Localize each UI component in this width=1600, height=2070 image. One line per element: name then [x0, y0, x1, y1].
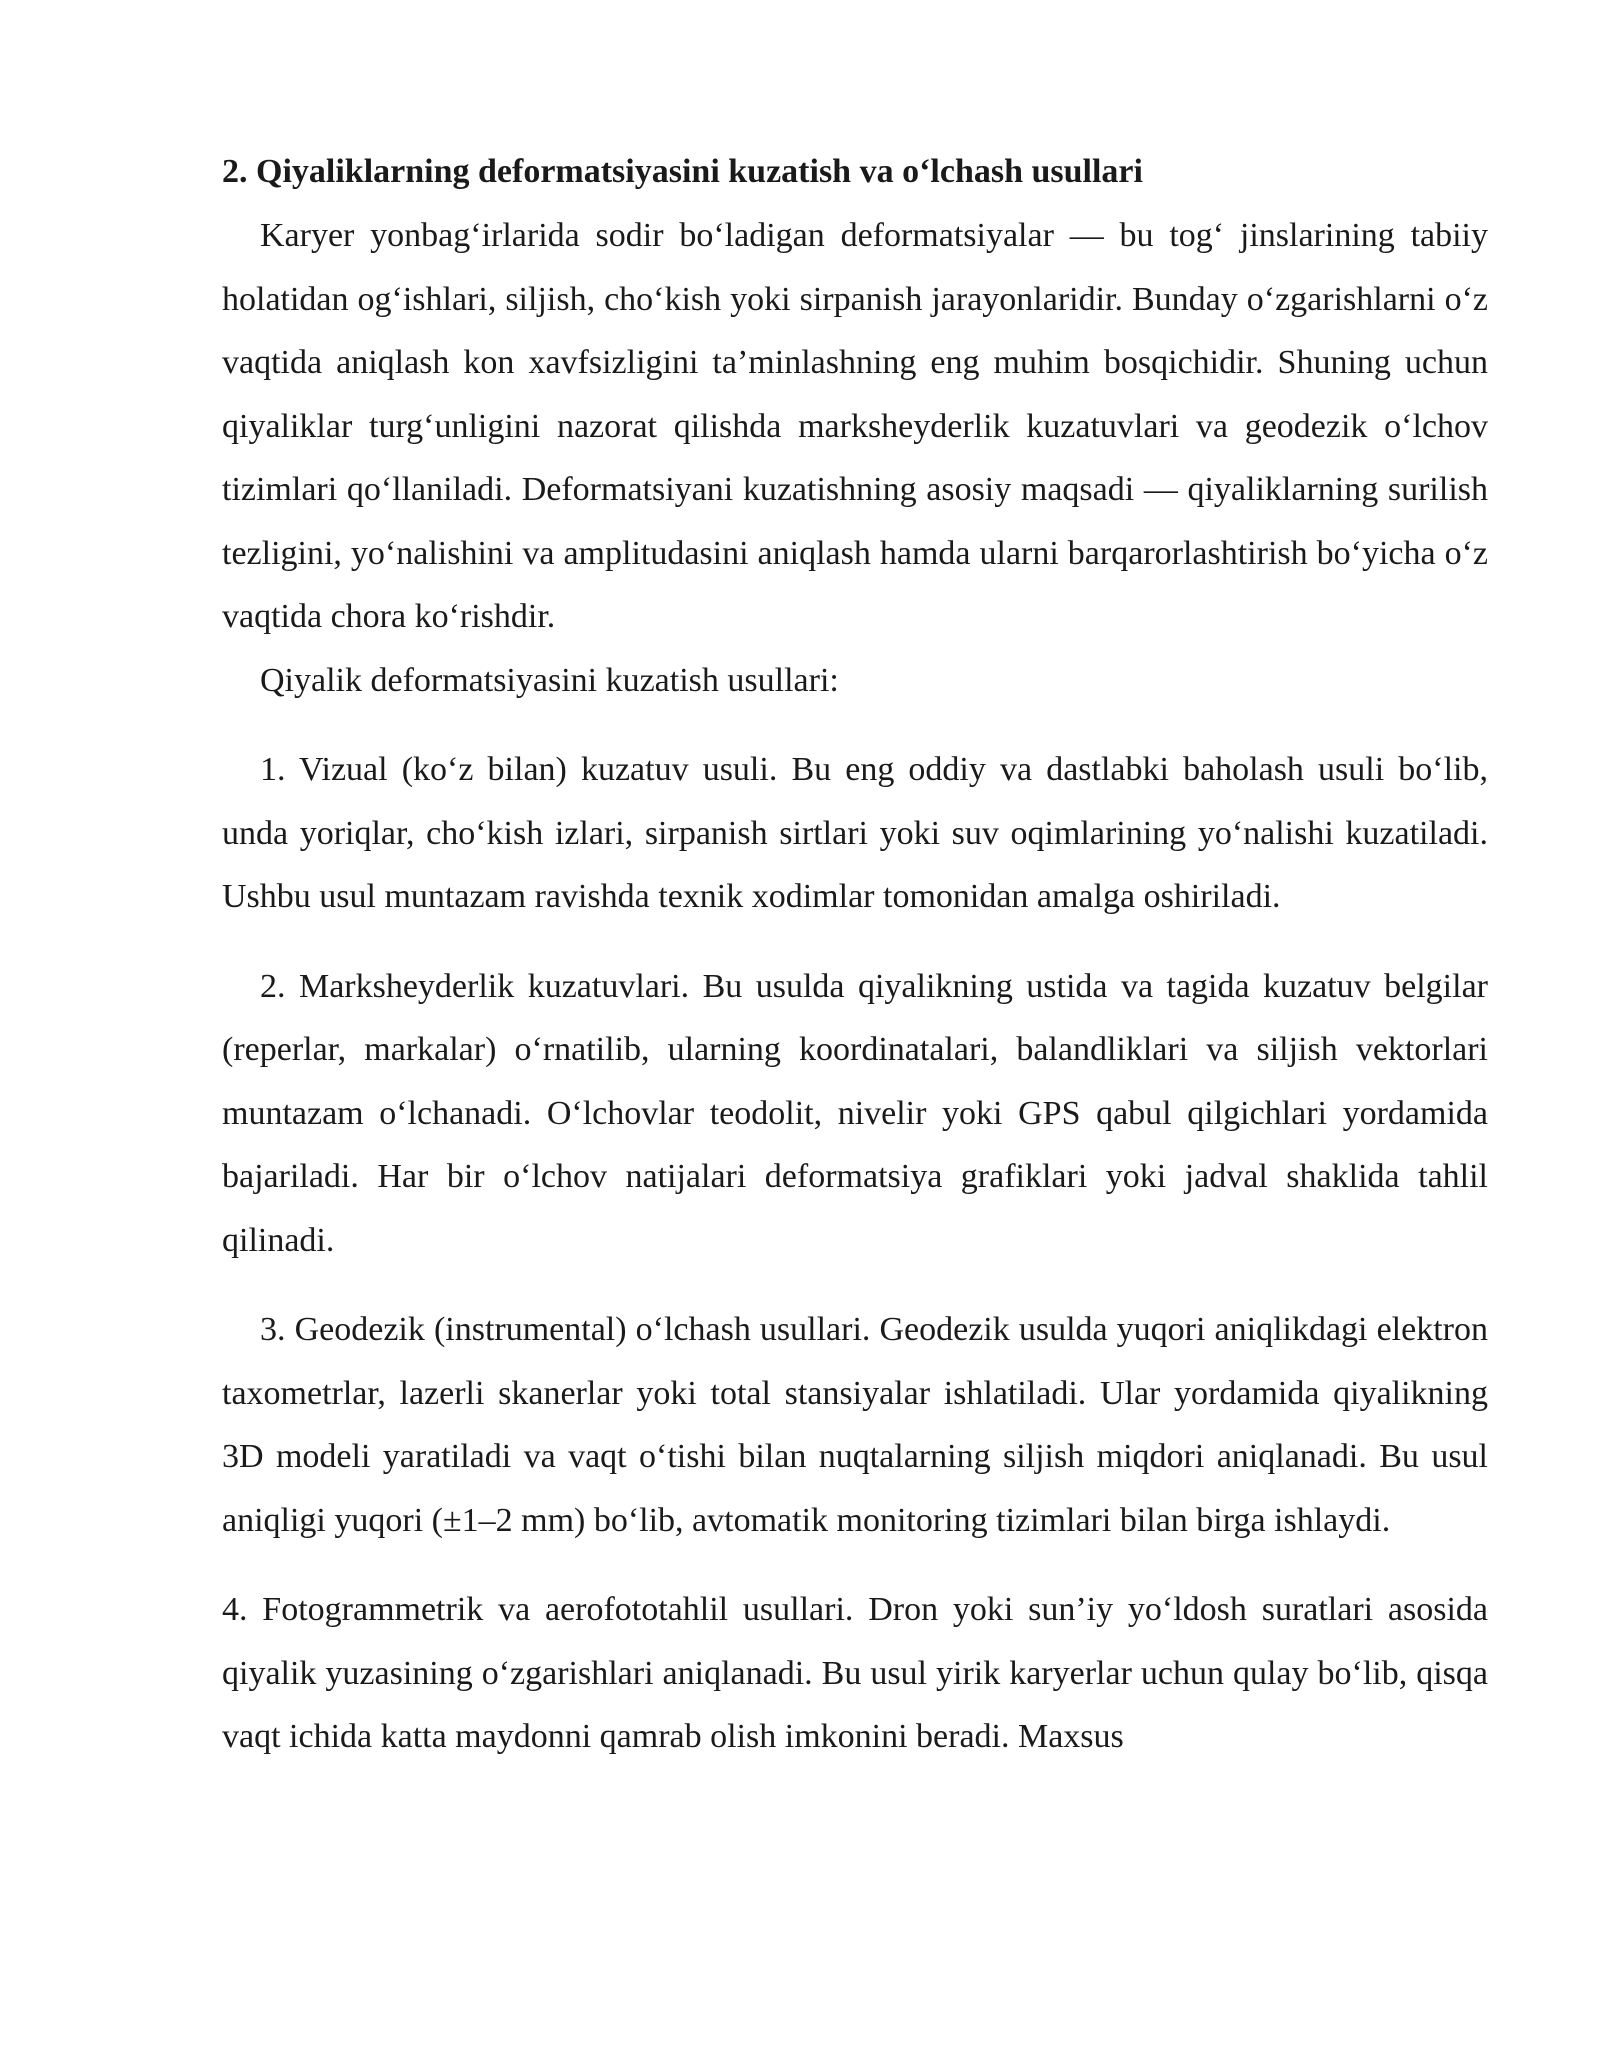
- method-item-geodetic: 3. Geodezik (instrumental) o‘lchash usullari. Geodezik usulda yuqori aniqlikdagi elektron taxometrlar, lazerli skanerlar yoki total stansiyalar ishlatiladi. Ular yordamida qiyalikning 3D modeli yaratiladi va vaqt o‘tishi bilan nuqtalarning siljish miqdori aniqlanadi. Bu usul aniqligi yuqori (±1–2 mm) bo‘lib, avtomatik monitoring tizimlari bilan birga ishlaydi.: [222, 1311, 1488, 1539]
- section-heading: 2. Qiyaliklarning deformatsiyasini kuzatish va o‘lchash usullari: [222, 153, 1143, 190]
- method-item-photogrammetric: 4. Fotogrammetrik va aerofototahlil usullari. Dron yoki sun’iy yo‘ldosh suratlari asosida qiyalik yuzasining o‘zgarishlari aniqlanadi. Bu usul yirik karyerlar uchun qulay bo‘lib, qisqa vaqt ichida katta maydonni qamrab olish imkonini beradi. Maxsus: [222, 1591, 1488, 1755]
- document-page: [222, 146, 1488, 1769]
- method-item-visual: 1. Vizual (ko‘z bilan) kuzatuv usuli. Bu eng oddiy va dastlabki baholash usuli bo‘lib, unda yoriqlar, cho‘kish izlari, sirpanish sirtlari yoki suv oqimlarining yo‘nalishi kuzatiladi. Ushbu usul muntazam ravishda texnik xodimlar tomonidan amalga oshiriladi.: [222, 751, 1488, 915]
- methods-title: Qiyalik deformatsiyasini kuzatish usullari:: [260, 661, 839, 699]
- intro-paragraph: Karyer yonbag‘irlarida sodir bo‘ladigan deformatsiyalar — bu tog‘ jinslarining tabiiy holatidan og‘ishlari, siljish, cho‘kish yoki sirpanish jarayonlaridir. Bunday o‘zgarishlarni o‘z vaqtida aniqlash kon xavfsizligini ta’minlashning eng muhim bosqichidir. Shuning uchun qiyaliklar turg‘unligini nazorat qilishda marksheyderlik kuzatuvlari va geodezik o‘lchov tizimlari qo‘llaniladi. Deformatsiyani kuzatishning asosiy maqsadi — qiyaliklarning surilish tezligini, yo‘nalishini va amplitudasini aniqlash hamda ularni barqarorlashtirish bo‘yicha o‘z vaqtida chora ko‘rishdir.: [222, 217, 1488, 635]
- method-item-surveying: 2. Marksheyderlik kuzatuvlari. Bu usulda qiyalikning ustida va tagida kuzatuv belgilar (reperlar, markalar) o‘rnatilib, ularning koordinatalari, balandliklari va siljish vektorlari muntazam o‘lchanadi. O‘lchovlar teodolit, nivelir yoki GPS qabul qilgichlari yordamida bajariladi. Har bir o‘lchov natijalari deformatsiya grafiklari yoki jadval shaklida tahlil qilinadi.: [222, 967, 1488, 1259]
